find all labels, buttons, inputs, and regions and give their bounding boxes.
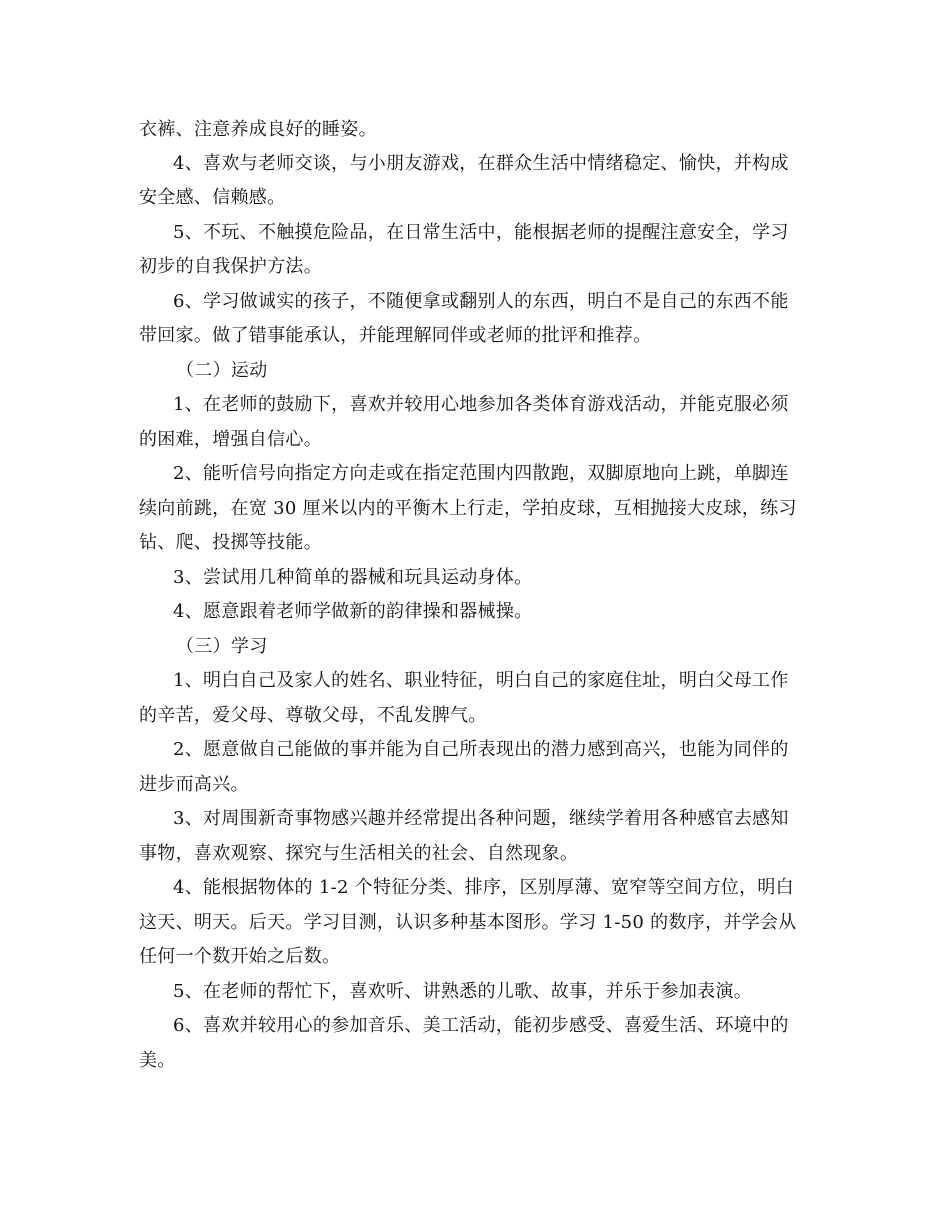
text-line: 4、能根据物体的 1-2 个特征分类、排序，区别厚薄、宽窄等空间方位，明白: [173, 877, 794, 898]
text-line: 衣裤、注意养成良好的睡姿。: [139, 119, 377, 140]
section-heading: （三）学习: [176, 636, 268, 657]
text-line: 2、愿意做自己能做的事并能为自己所表现出的潜力感到高兴，也能为同伴的: [173, 739, 789, 760]
text-line: 5、在老师的帮忙下，喜欢听、讲熟悉的儿歌、故事，并乐于参加表演。: [173, 981, 753, 1002]
text-line: 6、喜欢并较用心的参加音乐、美工活动，能初步感受、喜爱生活、环境中的: [173, 1015, 789, 1036]
text-line: 4、愿意跟着老师学做新的韵律操和器械操。: [173, 601, 533, 622]
text-line: 初步的自我保护方法。: [139, 256, 322, 277]
text-line: 事物，喜欢观察、探究与生活相关的社会、自然现象。: [139, 843, 579, 864]
text-line: 6、学习做诚实的孩子，不随便拿或翻别人的东西，明白不是自己的东西不能: [173, 291, 789, 312]
text-line: 4、喜欢与老师交谈，与小朋友游戏，在群众生活中情绪稳定、愉快，并构成: [173, 153, 789, 174]
text-line: 美。: [139, 1050, 176, 1071]
text-line: 这天、明天。后天。学习目测，认识多种基本图形。学习 1-50 的数序，并学会从: [139, 912, 797, 933]
text-line: 任何一个数开始之后数。: [139, 946, 341, 967]
text-line: 1、在老师的鼓励下，喜欢并较用心地参加各类体育游戏活动，并能克服必须: [173, 394, 789, 415]
text-line: 带回家。做了错事能承认，并能理解同伴或老师的批评和推荐。: [139, 325, 652, 346]
text-line: 钻、爬、投掷等技能。: [139, 532, 322, 553]
section-heading: （二）运动: [176, 360, 268, 381]
text-line: 5、不玩、不触摸危险品，在日常生活中，能根据老师的提醒注意安全，学习: [173, 222, 789, 243]
text-line: 1、明白自己及家人的姓名、职业特征，明白自己的家庭住址，明白父母工作: [173, 670, 789, 691]
text-line: 3、尝试用几种简单的器械和玩具运动身体。: [173, 567, 533, 588]
text-line: 续向前跳，在宽 30 厘米以内的平衡木上行走，学拍皮球，互相抛接大皮球，练习: [139, 498, 797, 519]
text-line: 的困难，增强自信心。: [139, 429, 322, 450]
text-line: 3、对周围新奇事物感兴趣并经常提出各种问题，继续学着用各种感官去感知: [173, 808, 789, 829]
text-line: 进步而高兴。: [139, 774, 249, 795]
text-line: 安全感、信赖感。: [139, 187, 286, 208]
text-line: 的辛苦，爱父母、尊敬父母，不乱发脾气。: [139, 705, 487, 726]
text-line: 2、能听信号向指定方向走或在指定范围内四散跑，双脚原地向上跳，单脚连: [173, 463, 789, 484]
